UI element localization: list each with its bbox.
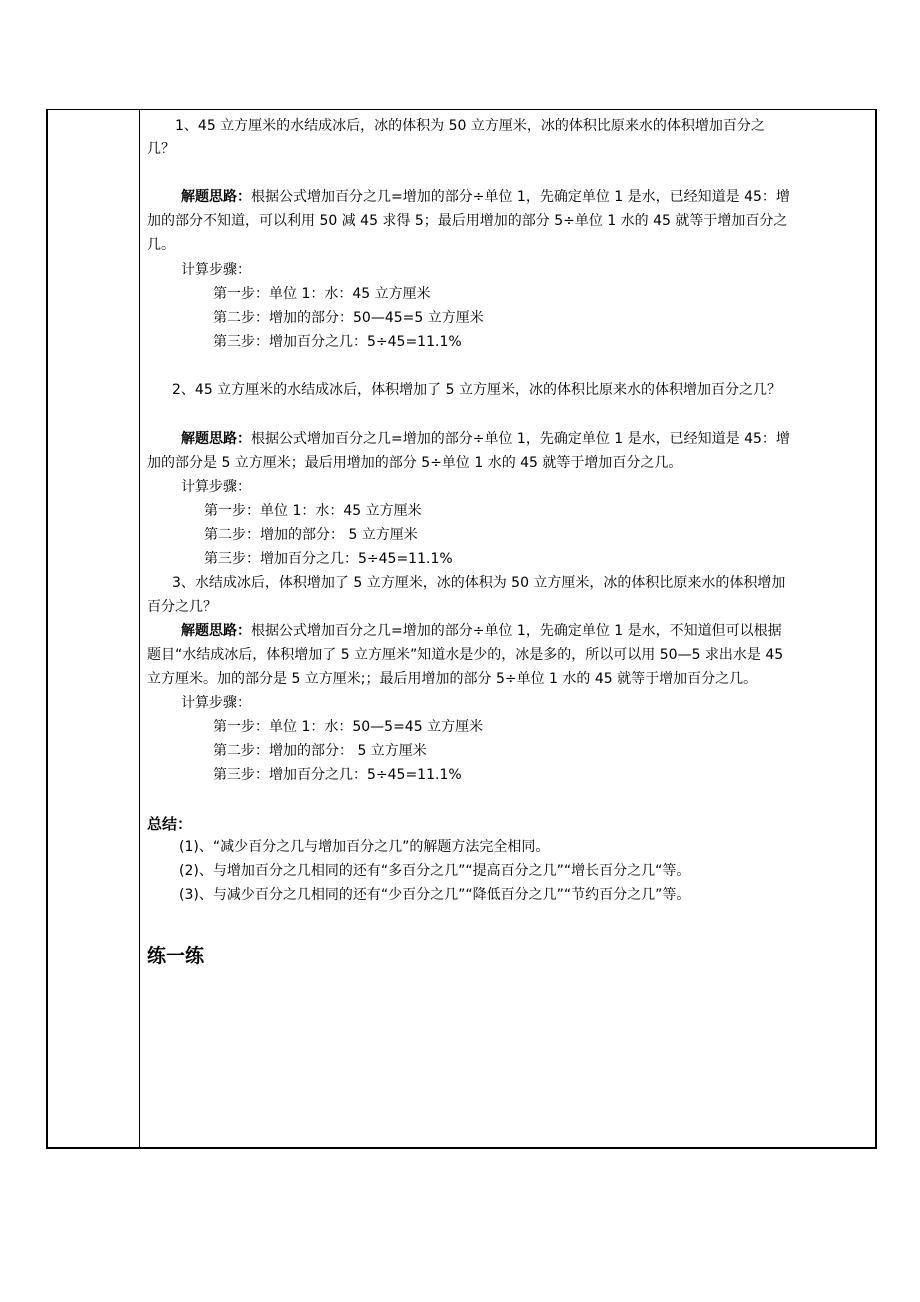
problem1-number: 1、45 立方厘米的水结成冰后，冰的体积为 50 立方厘米，冰的体积比原来水的体积增加百分之 <box>175 118 765 134</box>
problem2-question: 2、45 立方厘米的水结成冰后，体积增加了 5 立方厘米，冰的体积比原来水的体积增加百分之几？ <box>172 382 781 398</box>
problem3-question: 3、水结成冰后，体积增加了 5 立方厘米，冰的体积为 50 立方厘米，冰的体积比原来水的体积增加 <box>172 575 786 591</box>
practice-title: 练一练 <box>147 945 205 967</box>
problem2-idea <box>181 430 790 448</box>
problem2-step1: 第一步：单位 1：水：45 立方厘米 <box>204 503 422 519</box>
problem3-idea-line2: 题目“水结成冰后，体积增加了 5 立方厘米”知道水是少的，冰是多的，所以可以用 50—5 求出水是 45 <box>147 647 784 663</box>
problem1-steps-label: 计算步骤： <box>181 262 251 278</box>
summary-item-2: (2)、与增加百分之几相同的还有“多百分之几”“提高百分之几”“增长百分之几“等。 <box>179 863 691 879</box>
idea-text: 根据公式增加百分之几=增加的部分÷单位 1，先确定单位 1 是水，不知道但可以根据 <box>251 623 782 639</box>
problem2-step2: 第二步：增加的部分： 5 立方厘米 <box>204 527 418 543</box>
problem3-question-cont: 百分之几？ <box>147 599 217 615</box>
problem1-step2: 第二步：增加的部分：50—45=5 立方厘米 <box>213 310 484 326</box>
idea-label: 解题思路： <box>181 431 251 447</box>
problem2-idea-line2: 加的部分是 5 立方厘米；最后用增加的部分 5÷单位 1 水的 45 就等于增加百分之几。 <box>147 455 683 471</box>
problem1-step1: 第一步：单位 1：水：45 立方厘米 <box>213 286 431 302</box>
problem2-steps-label: 计算步骤： <box>181 479 251 495</box>
summary-item-1: (1)、“减少百分之几与增加百分之几”的解题方法完全相同。 <box>179 839 550 855</box>
problem1-idea <box>181 188 790 206</box>
problem1-idea-line2: 加的部分不知道，可以利用 50 减 45 求得 5；最后用增加的部分 5÷单位 1 水的 45 就等于增加百分之 <box>147 213 788 229</box>
problem1-question-cont: 几？ <box>147 141 175 157</box>
problem3-idea-line3: 立方厘米。加的部分是 5 立方厘米;；最后用增加的部分 5÷单位 1 水的 45 就等于增加百分之几。 <box>147 671 758 687</box>
idea-text: 根据公式增加百分之几=增加的部分÷单位 1，先确定单位 1 是水，已经知道是 45：增 <box>251 189 790 205</box>
problem1-idea-line3: 几。 <box>147 237 175 253</box>
idea-text: 根据公式增加百分之几=增加的部分÷单位 1，先确定单位 1 是水，已经知道是 45：增 <box>251 431 790 447</box>
problem3-step3: 第三步：增加百分之几：5÷45=11.1% <box>213 767 462 783</box>
problem2-step3: 第三步：增加百分之几：5÷45=11.1% <box>204 551 453 567</box>
problem3-steps-label: 计算步骤： <box>181 695 251 711</box>
summary-title: 总结： <box>147 815 193 833</box>
problem3-idea <box>181 622 782 640</box>
summary-item-3: (3)、与减少百分之几相同的还有“少百分之几”“降低百分之几”“节约百分之几”等。 <box>179 887 691 903</box>
problem3-step2: 第二步：增加的部分： 5 立方厘米 <box>213 743 427 759</box>
column-divider <box>139 110 140 1147</box>
idea-label: 解题思路： <box>181 623 251 639</box>
problem3-step1: 第一步：单位 1：水：50—5=45 立方厘米 <box>213 719 484 735</box>
idea-label: 解题思路： <box>181 189 251 205</box>
problem1-step3: 第三步：增加百分之几：5÷45=11.1% <box>213 334 462 350</box>
